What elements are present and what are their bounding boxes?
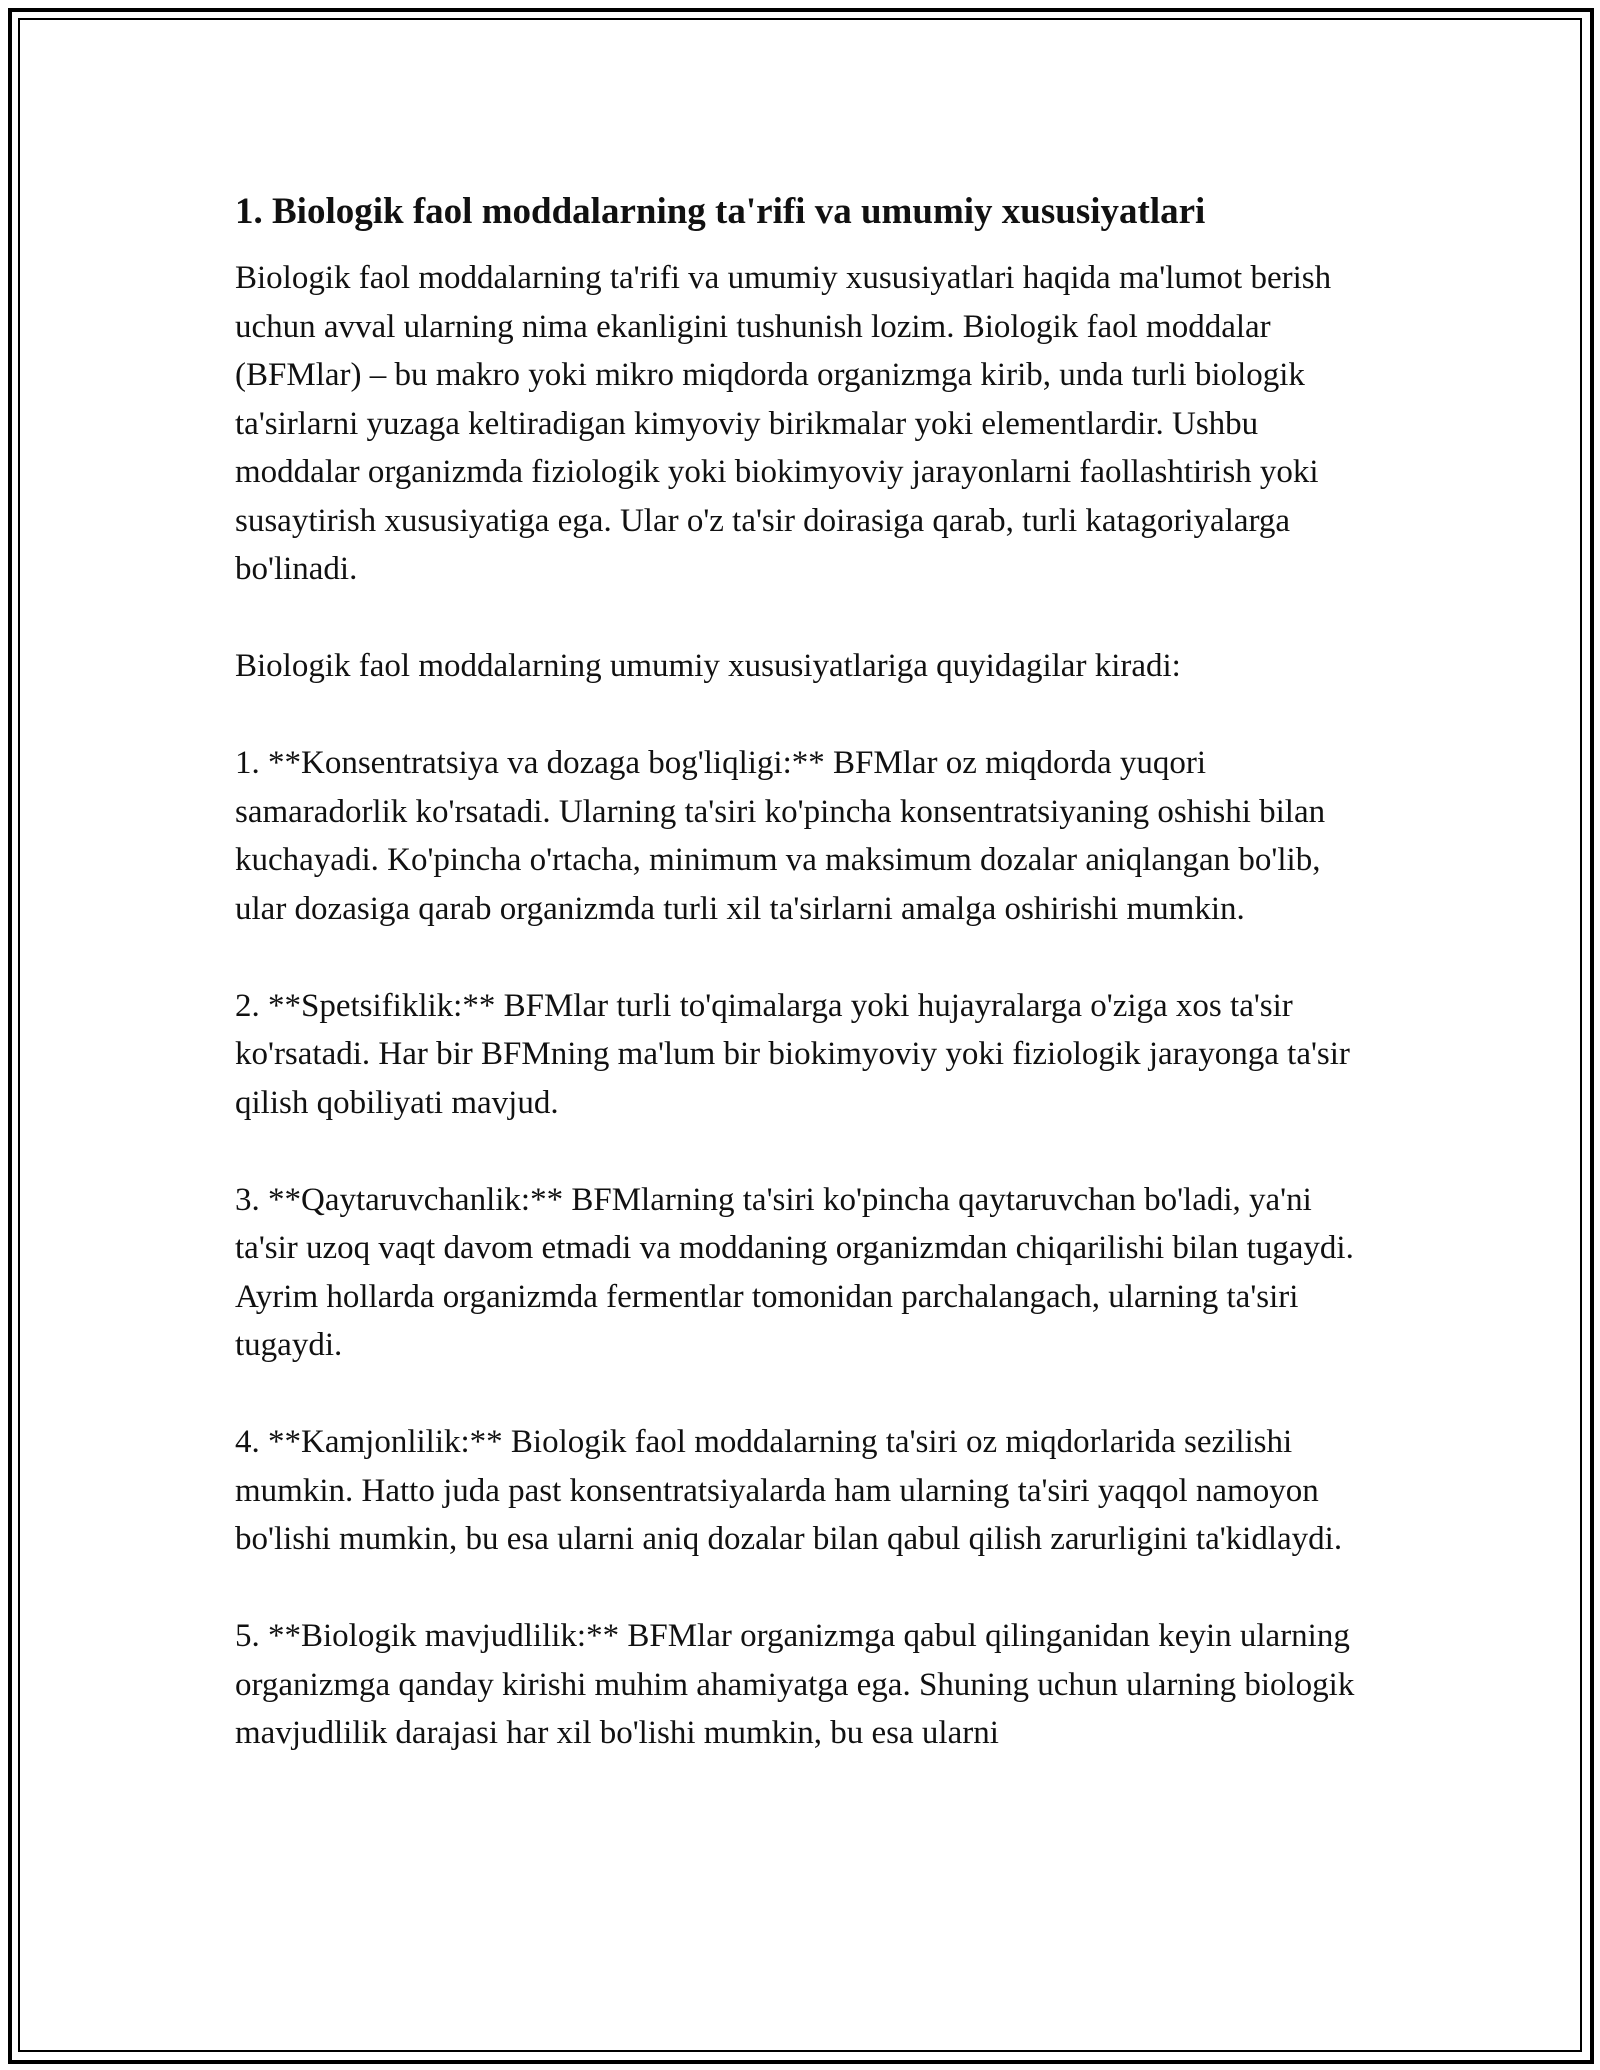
list-item-concentration: 1. **Konsentratsiya va dozaga bog'liqligi:** BFMlar oz miqdorda yuqori samaradorlik ko'rsatadi. Ularning ta'siri ko'pincha konsentratsiyaning oshishi bilan kuchayadi. Ko'pincha o'rtacha, minimum va maksimum dozalar aniqlangan bo'lib, ular dozasiga qarab organizmda turli xil ta'sirlarni amalga oshirishi mumkin. bbox=[235, 745, 1326, 927]
list-item-bioavailability: 5. **Biologik mavjudlilik:** BFMlar organizmga qabul qilinganidan keyin ularning organizmga qanday kirishi muhim ahamiyatga ega. Shuning uchun ularning biologik mavjudlilik darajasi har xil bo'lishi mumkin, bu esa ularni bbox=[235, 1618, 1355, 1751]
paragraph-definition: Biologik faol moddalarning ta'rifi va umumiy xususiyatlari haqida ma'lumot berish uchun avval ularning nima ekanligini tushunish lozim. Biologik faol moddalar (BFMlar) – bu makro yoki mikro miqdorda organizmga kirib, unda turli biologik ta'sirlarni yuzaga keltiradigan kimyoviy birikmalar yoki elementlardir. Ushbu moddalar organizmda fiziologik yoki biokimyoviy jarayonlarni faollashtirish yoki susaytirish xususiyatiga ega. Ular o'z ta'sir doirasiga qarab, turli katagoriyalarga bo'linadi. bbox=[235, 260, 1332, 587]
list-item-potency: 4. **Kamjonlilik:** Biologik faol moddalarning ta'siri oz miqdorlarida sezilishi mumkin. Hatto juda past konsentratsiyalarda ham ularning ta'siri yaqqol namoyon bo'lishi mumkin, bu esa ularni aniq dozalar bilan qabul qilish zarurligini ta'kidlaydi. bbox=[235, 1424, 1343, 1557]
document-body bbox=[235, 188, 1375, 1758]
list-item-reversibility: 3. **Qaytaruvchanlik:** BFMlarning ta'siri ko'pincha qaytaruvchan bo'ladi, ya'ni ta'sir uzoq vaqt davom etmadi va moddaning organizmdan chiqarilishi bilan tugaydi. Ayrim hollarda organizmda fermentlar tomonidan parchalangach, ularning ta'siri tugaydi. bbox=[235, 1181, 1354, 1363]
paragraph-intro-list: Biologik faol moddalarning umumiy xususiyatlariga quyidagilar kiradi: bbox=[235, 648, 1181, 684]
section-heading: 1. Biologik faol moddalarning ta'rifi va umumiy xususiyatlari bbox=[235, 191, 1206, 232]
list-item-specificity: 2. **Spetsifiklik:** BFMlar turli to'qimalarga yoki hujayralarga o'ziga xos ta'sir ko'rsatadi. Har bir BFMning ma'lum bir biokimyoviy yoki fiziologik jarayonga ta'sir qilish qobiliyati mavjud. bbox=[235, 987, 1350, 1121]
